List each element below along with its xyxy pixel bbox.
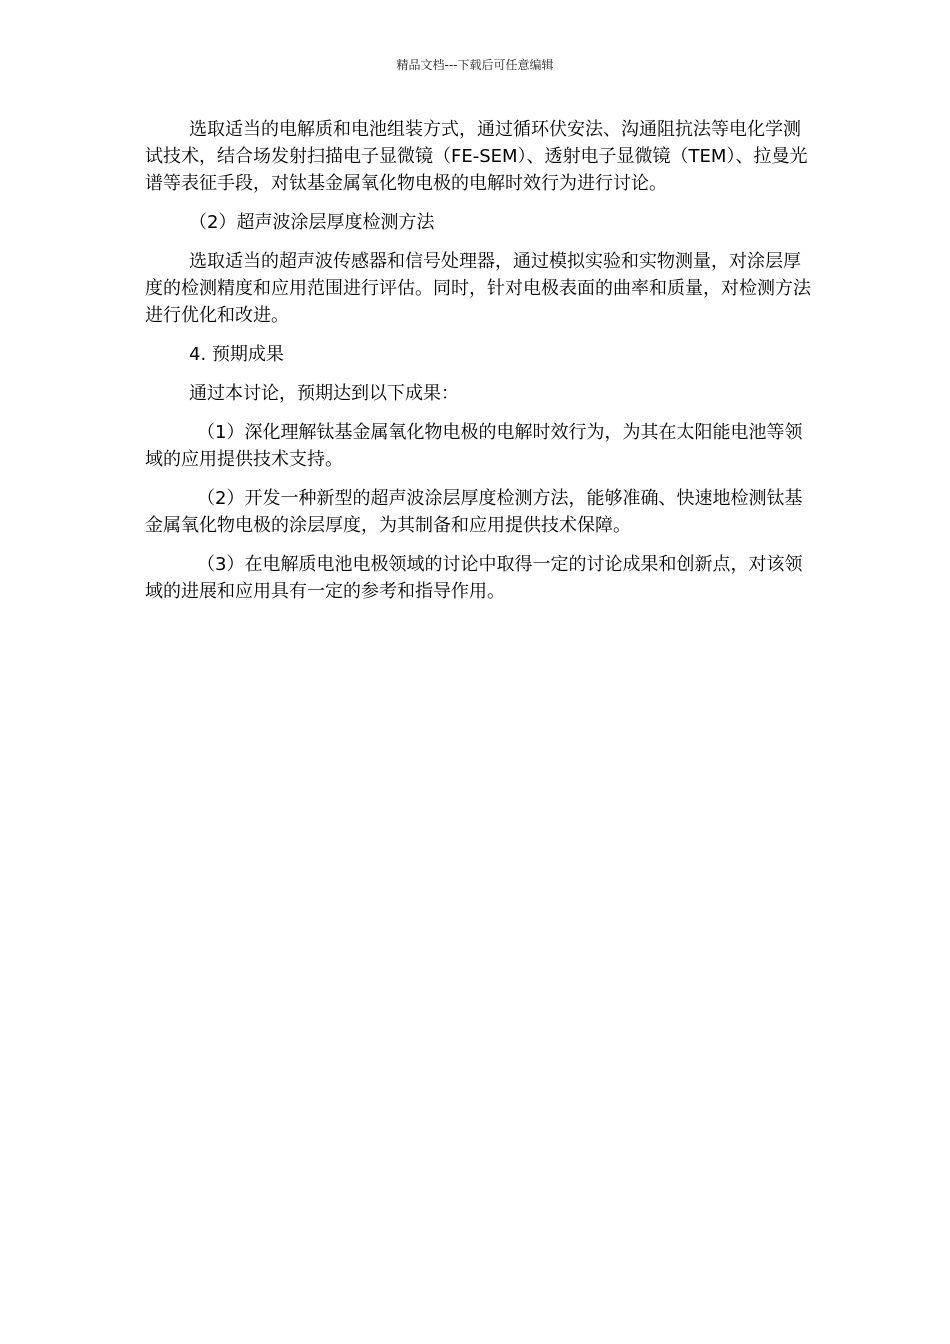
page-header: 精品文档---下载后可任意编辑 [396, 58, 554, 72]
document-body [145, 116, 817, 617]
paragraph-methods: 选取适当的电解质和电池组装方式，通过循环伏安法、沟通阻抗法等电化学测试技术，结合场发射扫描电子显微镜（FE-SEM）、透射电子显微镜（TEM）、拉曼光谱等表征手段，对钛基金属氧化物电极的电解时效行为进行讨论。 [145, 119, 808, 194]
section-heading-expected-results: 4. 预期成果 [189, 344, 284, 365]
result-item-3: （3）在电解质电池电极领域的讨论中取得一定的讨论成果和创新点，对该领域的进展和应用具有一定的参考和指导作用。 [145, 554, 803, 602]
result-item-1: （1）深化理解钛基金属氧化物电极的电解时效行为，为其在太阳能电池等领域的应用提供技术支持。 [145, 422, 803, 470]
paragraph-ultrasonic: 选取适当的超声波传感器和信号处理器，通过模拟实验和实物测量，对涂层厚度的检测精度和应用范围进行评估。同时，针对电极表面的曲率和质量，对检测方法进行优化和改进。 [145, 251, 811, 326]
result-item-2: （2）开发一种新型的超声波涂层厚度检测方法，能够准确、快速地检测钛基金属氧化物电极的涂层厚度，为其制备和应用提供技术保障。 [145, 488, 803, 536]
subheading-ultrasonic-method: （2）超声波涂层厚度检测方法 [189, 212, 435, 233]
paragraph-results-intro: 通过本讨论，预期达到以下成果： [189, 383, 459, 404]
